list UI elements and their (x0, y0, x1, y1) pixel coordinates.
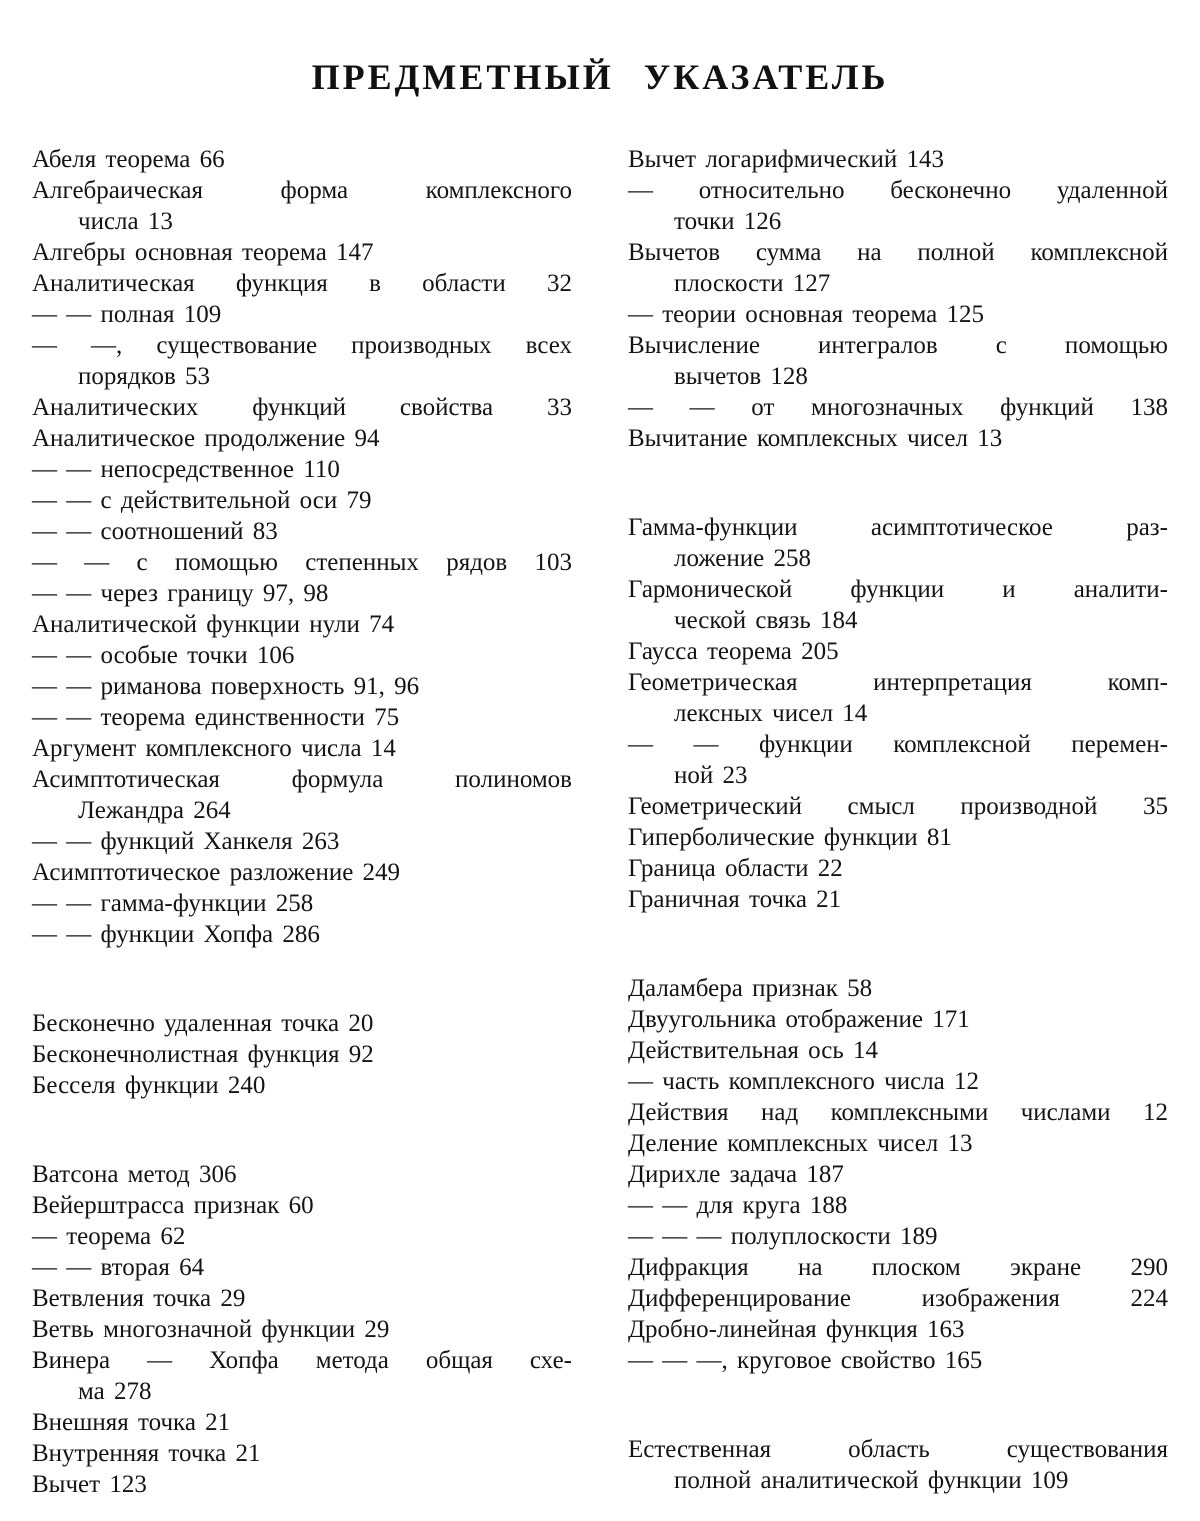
index-entry-line: Гармонической функции и аналити- (628, 576, 1168, 603)
index-entry-continuation: лексных чисел 14 (674, 700, 868, 727)
index-entry-line: — — функции Хопфа 286 (32, 921, 320, 948)
index-entry-line: Гамма-функции асимптотическое раз- (628, 514, 1168, 541)
index-entry-continuation: числа 13 (78, 208, 173, 235)
index-entry-line: — часть комплексного числа 12 (628, 1068, 980, 1095)
index-entry-line: — — —, круговое свойство 165 (628, 1347, 983, 1374)
index-entry-line: Геометрический смысл производной 35 (628, 793, 1168, 820)
index-entry-line: — — теорема единственности 75 (32, 704, 400, 731)
index-entry-line: Асимптотическое разложение 249 (32, 859, 401, 886)
index-entry-line: Дробно-линейная функция 163 (628, 1316, 965, 1343)
index-entry-line: — теорема 62 (32, 1223, 186, 1250)
index-entry-line: Геометрическая интерпретация комп- (628, 669, 1168, 696)
index-entry-line: — — от многозначных функций 138 (628, 394, 1168, 421)
index-entry-line: — — особые точки 106 (32, 642, 295, 669)
index-entry-line: Аналитическое продолжение 94 (32, 425, 380, 452)
index-column-left (32, 144, 572, 1500)
index-entry-line: Граничная точка 21 (628, 886, 842, 913)
index-entry-line: Внешняя точка 21 (32, 1409, 231, 1436)
index-entry-line: Дифракция на плоском экране 290 (628, 1254, 1168, 1281)
index-entry-line: Вычетов сумма на полной комплексной (628, 239, 1168, 266)
index-entry-line: Дирихле задача 187 (628, 1161, 844, 1188)
index-entry-line: — теории основная теорема 125 (628, 301, 985, 328)
section-gap (628, 1376, 1168, 1434)
index-entry-line: Ватсона метод 306 (32, 1161, 237, 1188)
index-entry-line: — относительно бесконечно удаленной (628, 177, 1168, 204)
index-entry-line: Абеля теорема 66 (32, 146, 225, 173)
index-entry-line: Аргумент комплексного числа 14 (32, 735, 396, 762)
index-columns (0, 144, 1200, 1500)
page-title: ПРЕДМЕТНЫЙ УКАЗАТЕЛЬ (311, 57, 889, 97)
index-entry-continuation: точки 126 (674, 208, 782, 235)
index-entry-line: — — функции комплексной перемен- (628, 731, 1168, 758)
index-entry-line: — — с помощью степенных рядов 103 (32, 549, 572, 576)
index-entry-line: — — полная 109 (32, 301, 222, 328)
index-entry-continuation: порядков 53 (78, 363, 211, 390)
index-entry-line: — — непосредственное 110 (32, 456, 340, 483)
index-entry-line: — — вторая 64 (32, 1254, 205, 1281)
index-entry-continuation: ной 23 (674, 762, 748, 789)
index-entry-line: — — гамма-функции 258 (32, 890, 314, 917)
index-entry-line: Даламбера признак 58 (628, 975, 873, 1002)
index-entry-line: Естественная область существования (628, 1436, 1168, 1463)
index-entry-line: — — риманова поверхность 91, 96 (32, 673, 420, 700)
index-entry-continuation: полной аналитической функции 109 (674, 1467, 1069, 1494)
index-entry-line: — — для круга 188 (628, 1192, 848, 1219)
index-entry-line: Бесселя функции 240 (32, 1072, 266, 1099)
section-gap (628, 915, 1168, 973)
index-entry-line: Алгебраическая форма комплексного (32, 177, 572, 204)
index-entry-line: — — соотношений 83 (32, 518, 278, 545)
section-gap (32, 950, 572, 1008)
index-entry-line: Вычет 123 (32, 1471, 147, 1498)
index-entry-line: Гаусса теорема 205 (628, 638, 839, 665)
index-entry-line: Вычитание комплексных чисел 13 (628, 425, 1003, 452)
index-entry-line: — — функций Ханкеля 263 (32, 828, 340, 855)
index-entry-continuation: вычетов 128 (674, 363, 808, 390)
index-entry-line: Вейерштрасса признак 60 (32, 1192, 314, 1219)
index-entry-line: — — — полуплоскости 189 (628, 1223, 938, 1250)
index-entry-line: Действительная ось 14 (628, 1037, 879, 1064)
index-entry-continuation: ма 278 (78, 1378, 152, 1405)
index-entry-line: Действия над комплексными числами 12 (628, 1099, 1168, 1126)
index-column-right (628, 144, 1168, 1500)
index-entry-line: Граница области 22 (628, 855, 843, 882)
index-entry-continuation: ложение 258 (674, 545, 811, 572)
section-gap (32, 1101, 572, 1159)
index-entry-continuation: плоскости 127 (674, 270, 831, 297)
index-entry-line: Асимптотическая формула полиномов (32, 766, 572, 793)
index-entry-line: Аналитической функции нули 74 (32, 611, 395, 638)
index-entry-line: — — с действительной оси 79 (32, 487, 372, 514)
index-entry-line: Бесконечно удаленная точка 20 (32, 1010, 374, 1037)
index-entry-line: Винера — Хопфа метода общая схе- (32, 1347, 572, 1374)
index-entry-line: Дифференцирование изображения 224 (628, 1285, 1168, 1312)
index-entry-line: — —, существование производных всех (32, 332, 572, 359)
index-entry-line: Внутренняя точка 21 (32, 1440, 261, 1467)
index-entry-continuation: ческой связь 184 (674, 607, 858, 634)
index-entry-line: Гиперболические функции 81 (628, 824, 952, 851)
index-entry-line: Ветвления точка 29 (32, 1285, 246, 1312)
index-entry-line: Алгебры основная теорема 147 (32, 239, 374, 266)
index-entry-line: Вычет логарифмический 143 (628, 146, 944, 173)
index-entry-line: Деление комплексных чисел 13 (628, 1130, 973, 1157)
index-entry-line: — — через границу 97, 98 (32, 580, 329, 607)
section-gap (628, 454, 1168, 512)
index-entry-line: Ветвь многозначной функции 29 (32, 1316, 390, 1343)
index-entry-line: Аналитических функций свойства 33 (32, 394, 572, 421)
index-entry-continuation: Лежандра 264 (78, 797, 231, 824)
index-entry-line: Вычисление интегралов с помощью (628, 332, 1168, 359)
index-entry-line: Бесконечнолистная функция 92 (32, 1041, 374, 1068)
index-entry-line: Двуугольника отображение 171 (628, 1006, 970, 1033)
index-entry-line: Аналитическая функция в области 32 (32, 270, 572, 297)
